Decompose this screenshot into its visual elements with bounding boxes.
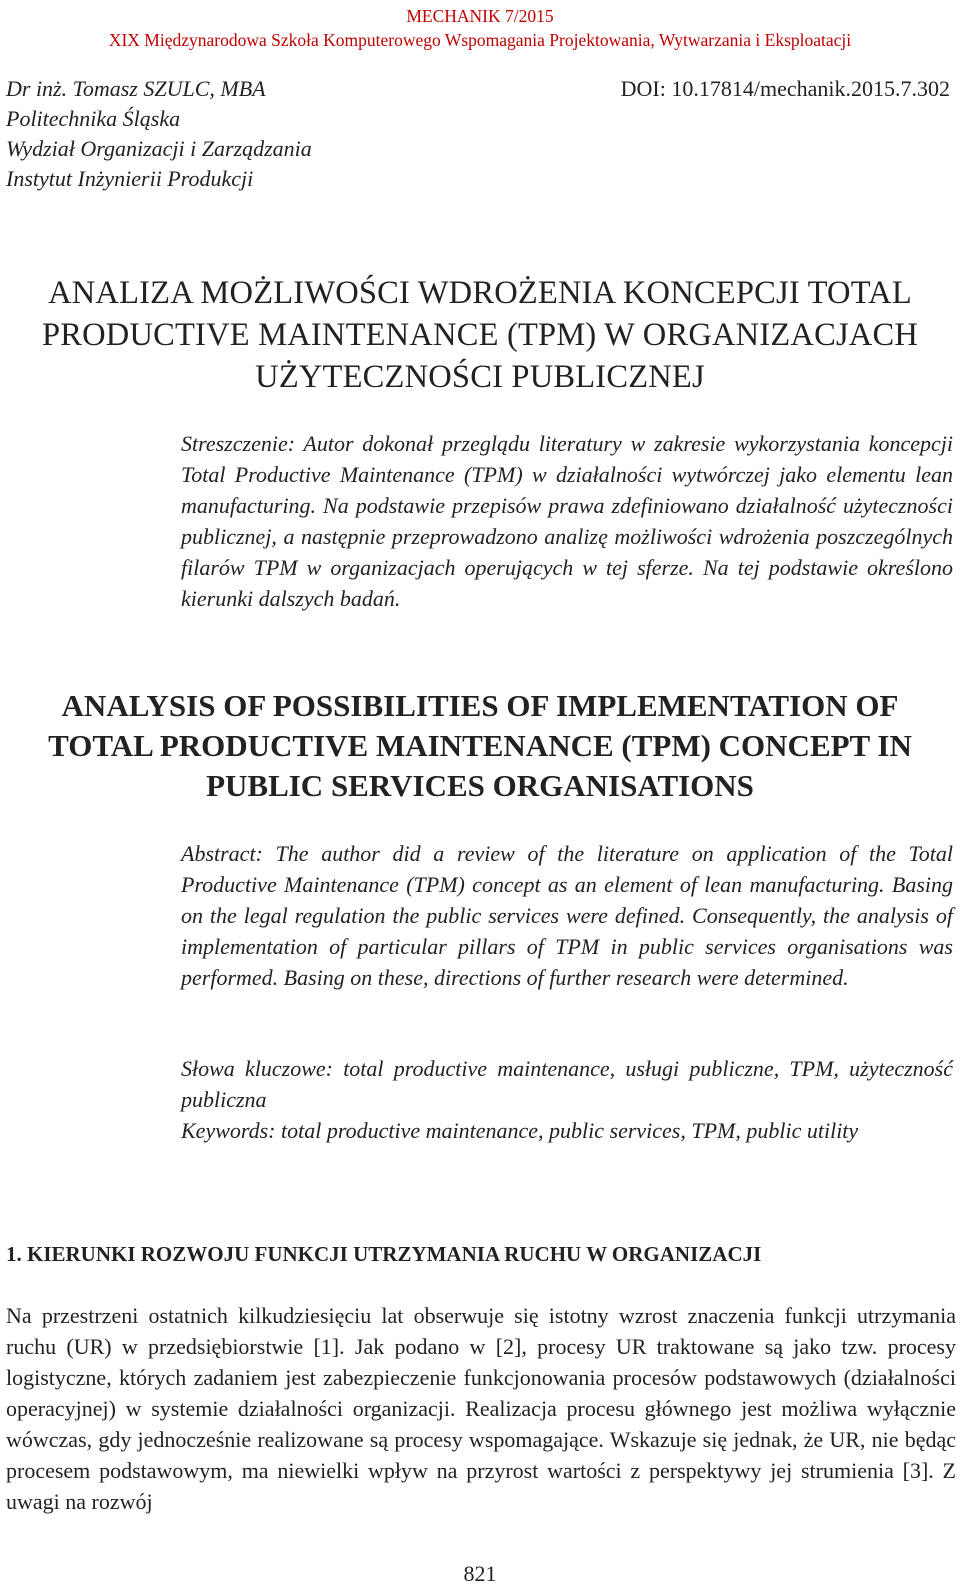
title-polish-line: PRODUCTIVE MAINTENANCE (TPM) W ORGANIZACJACH xyxy=(41,317,919,353)
journal-issue: MECHANIK 7/2015 xyxy=(406,6,554,26)
title-polish-line: ANALIZA MOŻLIWOŚCI WDROŻENIA KONCEPCJI TOTAL xyxy=(48,275,912,311)
title-polish-line: UŻYTECZNOŚCI PUBLICZNEJ xyxy=(255,359,705,395)
author-institute: Instytut Inżynierii Produkcji xyxy=(6,166,254,191)
section-heading: 1. KIERUNKI ROZWOJU FUNKCJI UTRZYMANIA RUCHU W ORGANIZACJI xyxy=(6,1242,762,1266)
doi: DOI: 10.17814/mechanik.2015.7.302 xyxy=(620,76,950,101)
title-english-line: TOTAL PRODUCTIVE MAINTENANCE (TPM) CONCEPT IN xyxy=(48,728,912,763)
title-polish xyxy=(0,272,960,398)
abstract-polish: Streszczenie: Autor dokonał przeglądu literatury w zakresie wykorzystania koncepcji Total Productive Maintenance (TPM) w działalności wytwórczej jako elementu lean manufacturing. Na podstawie przepisów prawa zdefiniowano działalność użyteczności publicznej, a następnie przeprowadzono analizę możliwości wdrożenia poszczególnych filarów TPM w organizacjach operujących w tej sferze. Na tej podstawie określono kierunki dalszych badań. xyxy=(181,431,953,611)
title-english-line: ANALYSIS OF POSSIBILITIES OF IMPLEMENTATION OF xyxy=(61,688,899,723)
body-paragraph: Na przestrzeni ostatnich kilkudziesięciu lat obserwuje się istotny wzrost znaczenia funkcji utrzymania ruchu (UR) w przedsiębiorstwie [1]. Jak podano w [2], procesy UR traktowane są jako tzw. procesy logistyczne, których zadaniem jest zabezpieczenie funkcjonowania procesów podstawowych (działalności operacyjnej) w systemie działalności organizacji. Realizacja procesu głównego jest możliwa wyłącznie wówczas, gdy jednocześnie realizowane są procesy wspomagające. Wskazuje się jednak, że UR, nie będąc procesem podstawowym, ma niewielki wpływ na przyrost wartości z perspektywy jej strumienia [3]. Z uwagi na rozwój xyxy=(6,1303,956,1514)
author-faculty: Wydział Organizacji i Zarządzania xyxy=(6,136,312,161)
page-number: 821 xyxy=(463,1561,497,1586)
keywords-english: Keywords: total productive maintenance, public services, TPM, public utility xyxy=(181,1118,859,1143)
title-english xyxy=(0,686,960,806)
author-university: Politechnika Śląska xyxy=(6,106,181,131)
journal-header xyxy=(0,4,960,52)
abstract-english: Abstract: The author did a review of the literature on application of the Total Productive Maintenance (TPM) concept as an element of lean manufacturing. Basing on the legal regulation the public services were defined. Consequently, the analysis of implementation of particular pillars of TPM in public services organisations was performed. Basing on these, directions of further research were determined. xyxy=(181,841,953,990)
author-name: Dr inż. Tomasz SZULC, MBA xyxy=(6,76,266,101)
conference-name: XIX Międzynarodowa Szkoła Komputerowego Wspomagania Projektowania, Wytwarzania i Eksploatacji xyxy=(108,30,852,50)
title-english-line: PUBLIC SERVICES ORGANISATIONS xyxy=(206,768,754,803)
keywords-polish: Słowa kluczowe: total productive maintenance, usługi publiczne, TPM, użyteczność publiczna xyxy=(181,1056,953,1112)
author-block xyxy=(6,74,312,194)
